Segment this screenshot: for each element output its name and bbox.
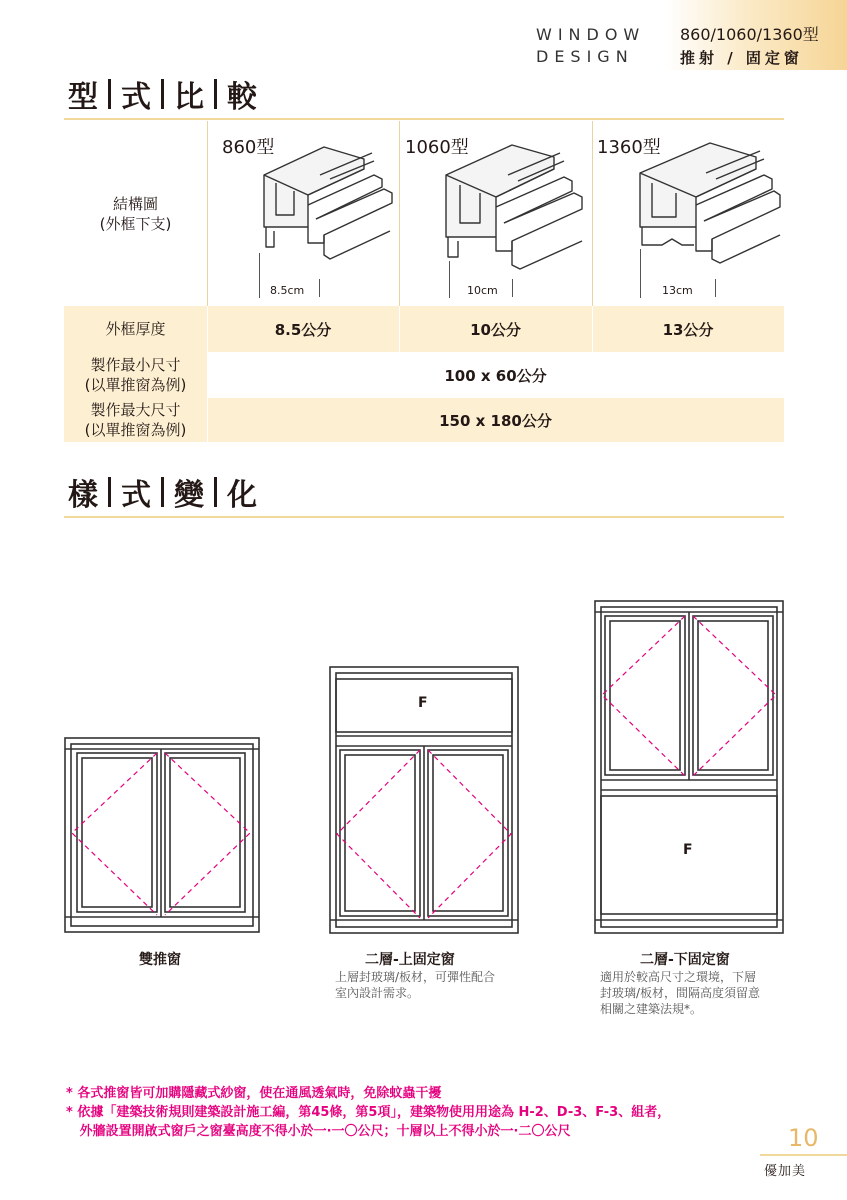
model-title: 860/1060/1360型 xyxy=(680,25,819,44)
min-size-label: 製作最小尺寸 (以單推窗為例) xyxy=(64,352,207,398)
thickness-1360: 13公分 xyxy=(662,321,714,339)
max-size-row xyxy=(64,398,784,442)
double-casement-drawing xyxy=(64,737,260,933)
min-size-row xyxy=(64,352,784,398)
brand-wordmark: WINDOW DESIGN xyxy=(536,25,646,66)
variant-title-upper-fixed: 二層-上固定窗 xyxy=(365,952,455,968)
max-size-label: 製作最大尺寸 (以單推窗為例) xyxy=(84,401,187,439)
structure-label: 結構圖 (外框下支) xyxy=(99,194,172,233)
model-subtitle: 推射 / 固定窗 xyxy=(680,49,803,67)
note-screen: * 各式推窗皆可加購隱藏式紗窗，使在通風透氣時，免除蚊蟲干擾 xyxy=(66,1086,442,1101)
section-title-styles: 樣 式 變 化 xyxy=(68,478,257,513)
type-name-1060: 1060型 xyxy=(405,137,469,158)
note-regulation: * 依據「建築技術規則建築設計施工編，第45條，第5項」，建築物使用用途為 H-2、D-3、F-3、組者， xyxy=(66,1105,671,1120)
fixed-mark-lower: F xyxy=(683,842,693,858)
structure-row xyxy=(64,121,784,306)
max-size-value: 150 x 180公分 xyxy=(439,412,552,430)
dim-860: 8.5cm xyxy=(270,284,305,297)
dim-1360: 13cm xyxy=(662,284,693,297)
note-regulation-cont: 外牆設置開啟式窗戶之窗臺高度不得小於一·一〇公尺；十層以上不得小於一·二〇公尺 xyxy=(66,1124,571,1139)
section-rule xyxy=(64,516,784,518)
variant-title-lower-fixed: 二層-下固定窗 xyxy=(640,952,730,968)
page-rule xyxy=(760,1154,847,1156)
dim-1060: 10cm xyxy=(467,284,498,297)
thickness-1060: 10公分 xyxy=(470,321,521,339)
footnotes xyxy=(66,1084,670,1141)
type-name-860: 860型 xyxy=(222,137,275,158)
variant-title-double: 雙推窗 xyxy=(139,952,181,968)
fixed-mark-upper: F xyxy=(418,695,428,711)
thickness-860: 8.5公分 xyxy=(274,321,332,339)
section-rule xyxy=(64,118,784,120)
profile-drawing-860 xyxy=(254,135,394,275)
variant-desc-lower-fixed: 適用於較高尺寸之環境，下層 封玻璃/板材，間隔高度須留意 相關之建築法規*。 xyxy=(600,970,761,1016)
brand-logo: 優加美 xyxy=(764,1164,807,1179)
thickness-label: 外框厚度 xyxy=(105,320,166,338)
variant-desc-upper-fixed: 上層封玻璃/板材，可彈性配合 室內設計需求。 xyxy=(335,970,496,1000)
thickness-row xyxy=(64,306,784,352)
lower-fixed-drawing xyxy=(594,600,784,934)
type-name-1360: 1360型 xyxy=(597,137,661,158)
min-size-value: 100 x 60公分 xyxy=(444,367,547,385)
profile-drawing-1060 xyxy=(436,133,586,283)
page-number: 10 xyxy=(788,1124,819,1152)
profile-drawing-1360 xyxy=(632,133,782,283)
section-title-comparison: 型 式 比 較 xyxy=(68,80,257,115)
